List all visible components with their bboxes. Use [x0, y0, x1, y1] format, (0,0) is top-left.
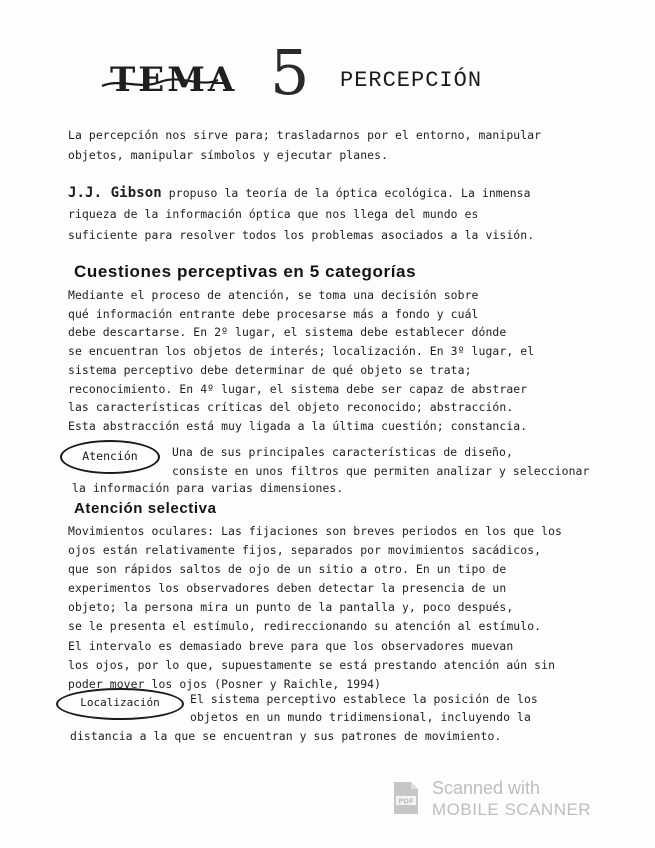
- selectiva-paragraph: [68, 522, 588, 694]
- atencion-circled-label: Atención: [60, 440, 160, 474]
- text-line: que son rápidos saltos de ojo de un sitio a otro. En un tipo de: [68, 562, 507, 577]
- atencion-paragraph: [172, 443, 592, 480]
- text-line: objetos, manipular símbolos y ejecutar planes.: [68, 147, 389, 162]
- localizacion-paragraph: [190, 691, 590, 726]
- text-line: se encuentran los objetos de interés; localización. En 3º lugar, el: [68, 344, 535, 359]
- text-line: El intervalo es demasiado breve para que los observadores muevan: [68, 638, 514, 653]
- text-line: suficiente para resolver todos los problemas asociados a la visión.: [68, 228, 535, 242]
- text-line: riqueza de la información óptica que nos llega del mundo es: [68, 207, 479, 221]
- text-line: poder mover los ojos (Posner y Raichle, 1994): [68, 676, 382, 691]
- text-line: experimentos los observadores deben detectar la presencia de un: [68, 581, 507, 596]
- pdf-document-icon: [392, 780, 420, 816]
- watermark-line-2: MOBILE SCANNER: [432, 800, 592, 819]
- text-line: las características críticas del objeto reconocido; abstracción.: [68, 400, 514, 415]
- section-heading-selectiva: Atención selectiva: [74, 500, 217, 517]
- text-line: ojos están relativamente fijos, separados por movimientos sacádicos,: [68, 543, 542, 558]
- text-line: Una de sus principales características de diseño,: [172, 445, 513, 459]
- text-line: se le presenta el estímulo, redireccionando su atención al estímulo.: [68, 619, 542, 634]
- page-title: PERCEPCIÓN: [340, 68, 483, 93]
- svg-text:PDF: PDF: [398, 797, 414, 806]
- section-heading-categorias: Cuestiones perceptivas en 5 categorías: [74, 262, 417, 281]
- gibson-paragraph: [68, 183, 588, 246]
- text-line: [68, 183, 588, 204]
- tema-number: 5: [270, 36, 310, 109]
- text-line: Mediante el proceso de atención, se toma una decisión sobre: [68, 288, 479, 302]
- text-line: debe descartarse. En 2º lugar, el sistema debe establecer dónde: [68, 325, 507, 340]
- tema-label: TEMA: [110, 60, 238, 100]
- text-line: la información para varias dimensiones.: [72, 481, 344, 495]
- intro-paragraph: [68, 126, 588, 165]
- localizacion-paragraph-continued: [70, 727, 590, 747]
- text-line: qué información entrante debe procesarse más a fondo y cuál: [68, 306, 479, 321]
- text-line: distancia a la que se encuentran y sus patrones de movimiento.: [70, 729, 502, 743]
- categorias-paragraph: [68, 286, 588, 436]
- text-line: consiste en unos filtros que permiten analizar y seleccionar: [172, 463, 590, 478]
- text-line: objeto; la persona mira un punto de la pantalla y, poco después,: [68, 600, 514, 615]
- text-line: Esta abstracción está muy ligada a la última cuestión; constancia.: [68, 418, 528, 433]
- text-fragment: propuso la teoría de la óptica ecológica. La inmensa: [161, 186, 531, 200]
- text-line: Movimientos oculares: Las fijaciones son breves periodos en los que los: [68, 524, 562, 538]
- scanner-watermark: [392, 776, 602, 824]
- page-header: [100, 36, 580, 110]
- atencion-paragraph-continued: [72, 479, 592, 499]
- watermark-line-1: Scanned with: [432, 778, 541, 798]
- text-line: objetos en un mundo tridimensional, incluyendo la: [190, 709, 531, 724]
- text-line: La percepción nos sirve para; trasladarnos por el entorno, manipular: [68, 128, 542, 142]
- author-name: J.J. Gibson: [68, 185, 162, 201]
- text-line: sistema perceptivo debe determinar de qué objeto se trata;: [68, 362, 472, 377]
- text-line: los ojos, por lo que, supuestamente se está prestando atención aún sin: [68, 657, 556, 672]
- text-line: reconocimiento. En 4º lugar, el sistema debe ser capaz de abstraer: [68, 381, 528, 396]
- text-line: El sistema perceptivo establece la posición de los: [190, 692, 538, 706]
- localizacion-circled-label: Localización: [56, 688, 184, 720]
